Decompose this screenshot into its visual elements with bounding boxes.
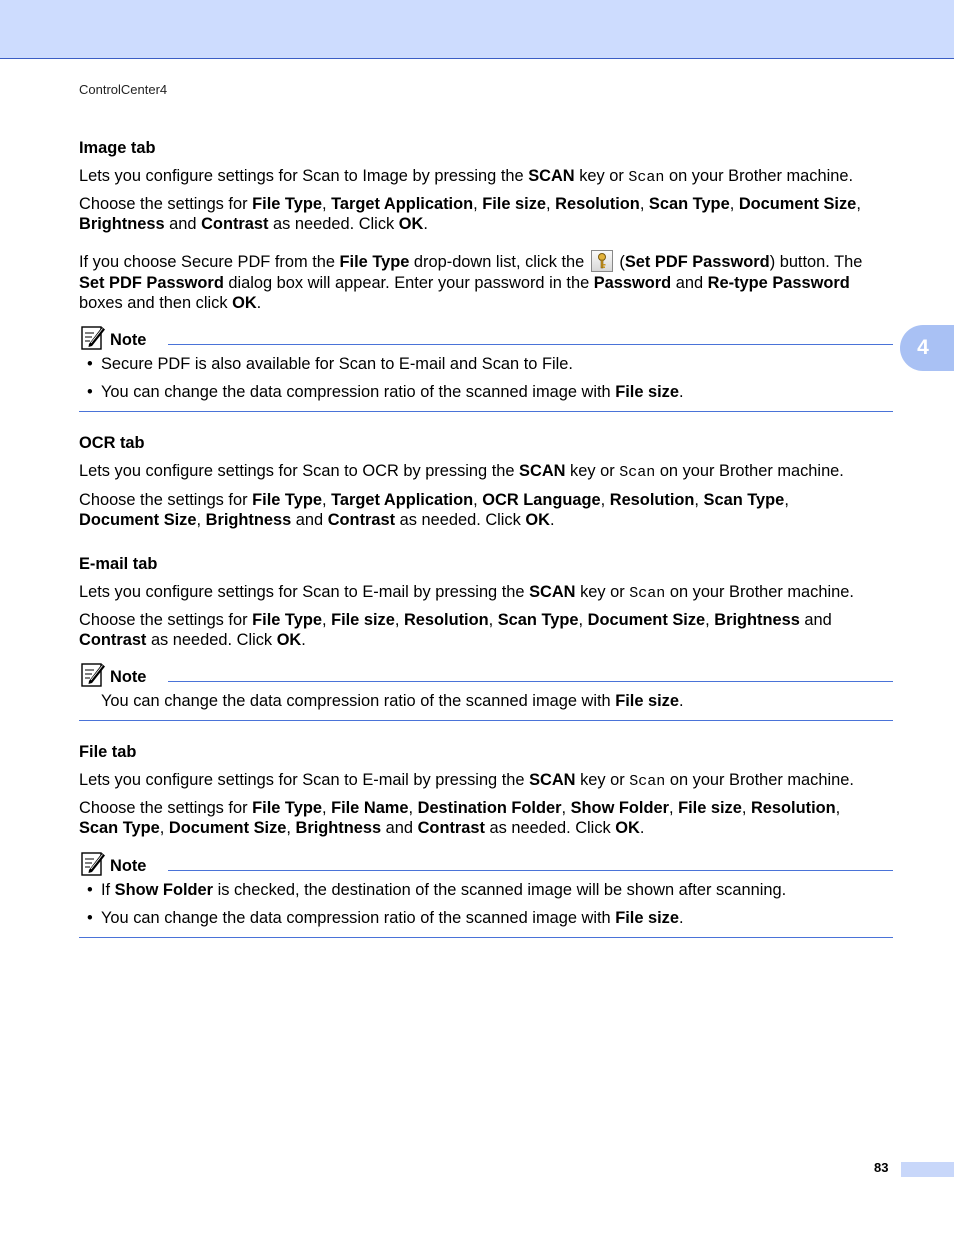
image-tab-settings-line2: Brightness and Contrast as needed. Click OK. [79, 215, 428, 233]
chapter-tab: 4 [900, 325, 954, 371]
email-note-text: You can change the data compression ratio of the scanned image with File size. [101, 692, 684, 710]
secure-pdf-line1: If you choose Secure PDF from the File Type drop-down list, click the (Set PDF Password) button. The [79, 250, 893, 272]
note-end-rule [79, 937, 893, 938]
note-rule [168, 344, 893, 345]
email-tab-note-header [79, 660, 893, 688]
email-tab-intro: Lets you configure settings for Scan to E-mail by pressing the SCAN key or Scan on your Brother machine. [79, 583, 854, 602]
file-tab-intro: Lets you configure settings for Scan to E-mail by pressing the SCAN key or Scan on your Brother machine. [79, 771, 854, 790]
page-number: 83 [874, 1160, 889, 1175]
ocr-tab-intro: Lets you configure settings for Scan to OCR by pressing the SCAN key or Scan on your Brother machine. [79, 462, 844, 481]
top-header-band [0, 0, 954, 59]
file-tab-settings-line1: Choose the settings for File Type, File Name, Destination Folder, Show Folder, File size, Resolution, [79, 799, 841, 817]
note-pencil-icon [79, 660, 107, 688]
file-tab-heading: File tab [79, 743, 137, 761]
note-label: Note [110, 331, 147, 349]
key-icon[interactable] [591, 250, 613, 272]
running-header: ControlCenter4 [79, 82, 168, 97]
secure-pdf-line3: boxes and then click OK. [79, 294, 262, 312]
note-label: Note [110, 668, 147, 686]
note-label: Note [110, 857, 147, 875]
secure-pdf-line2: Set PDF Password dialog box will appear. Enter your password in the Password and Re-type Password [79, 274, 850, 292]
note-pencil-icon [79, 849, 107, 877]
ocr-tab-settings-line1: Choose the settings for File Type, Target Application, OCR Language, Resolution, Scan Type, [79, 491, 789, 509]
email-tab-heading: E-mail tab [79, 555, 158, 573]
image-tab-note-header [79, 323, 893, 351]
note-pencil-icon [79, 323, 107, 351]
note-rule [168, 681, 893, 682]
ocr-tab-heading: OCR tab [79, 434, 145, 452]
ocr-tab-settings-line2: Document Size, Brightness and Contrast as needed. Click OK. [79, 511, 555, 529]
image-tab-intro: Lets you configure settings for Scan to Image by pressing the SCAN key or Scan on your Brother machine. [79, 167, 853, 186]
note-end-rule [79, 411, 893, 412]
email-tab-settings-line1: Choose the settings for File Type, File size, Resolution, Scan Type, Document Size, Brightness and [79, 611, 832, 629]
image-tab-heading: Image tab [79, 139, 156, 157]
note-end-rule [79, 720, 893, 721]
note-rule [168, 870, 893, 871]
page-number-bar [901, 1162, 954, 1177]
email-tab-settings-line2: Contrast as needed. Click OK. [79, 631, 306, 649]
file-tab-settings-line2: Scan Type, Document Size, Brightness and Contrast as needed. Click OK. [79, 819, 645, 837]
image-tab-settings-line1: Choose the settings for File Type, Target Application, File size, Resolution, Scan Type, Document Size, [79, 195, 861, 213]
file-tab-note-header [79, 849, 893, 877]
